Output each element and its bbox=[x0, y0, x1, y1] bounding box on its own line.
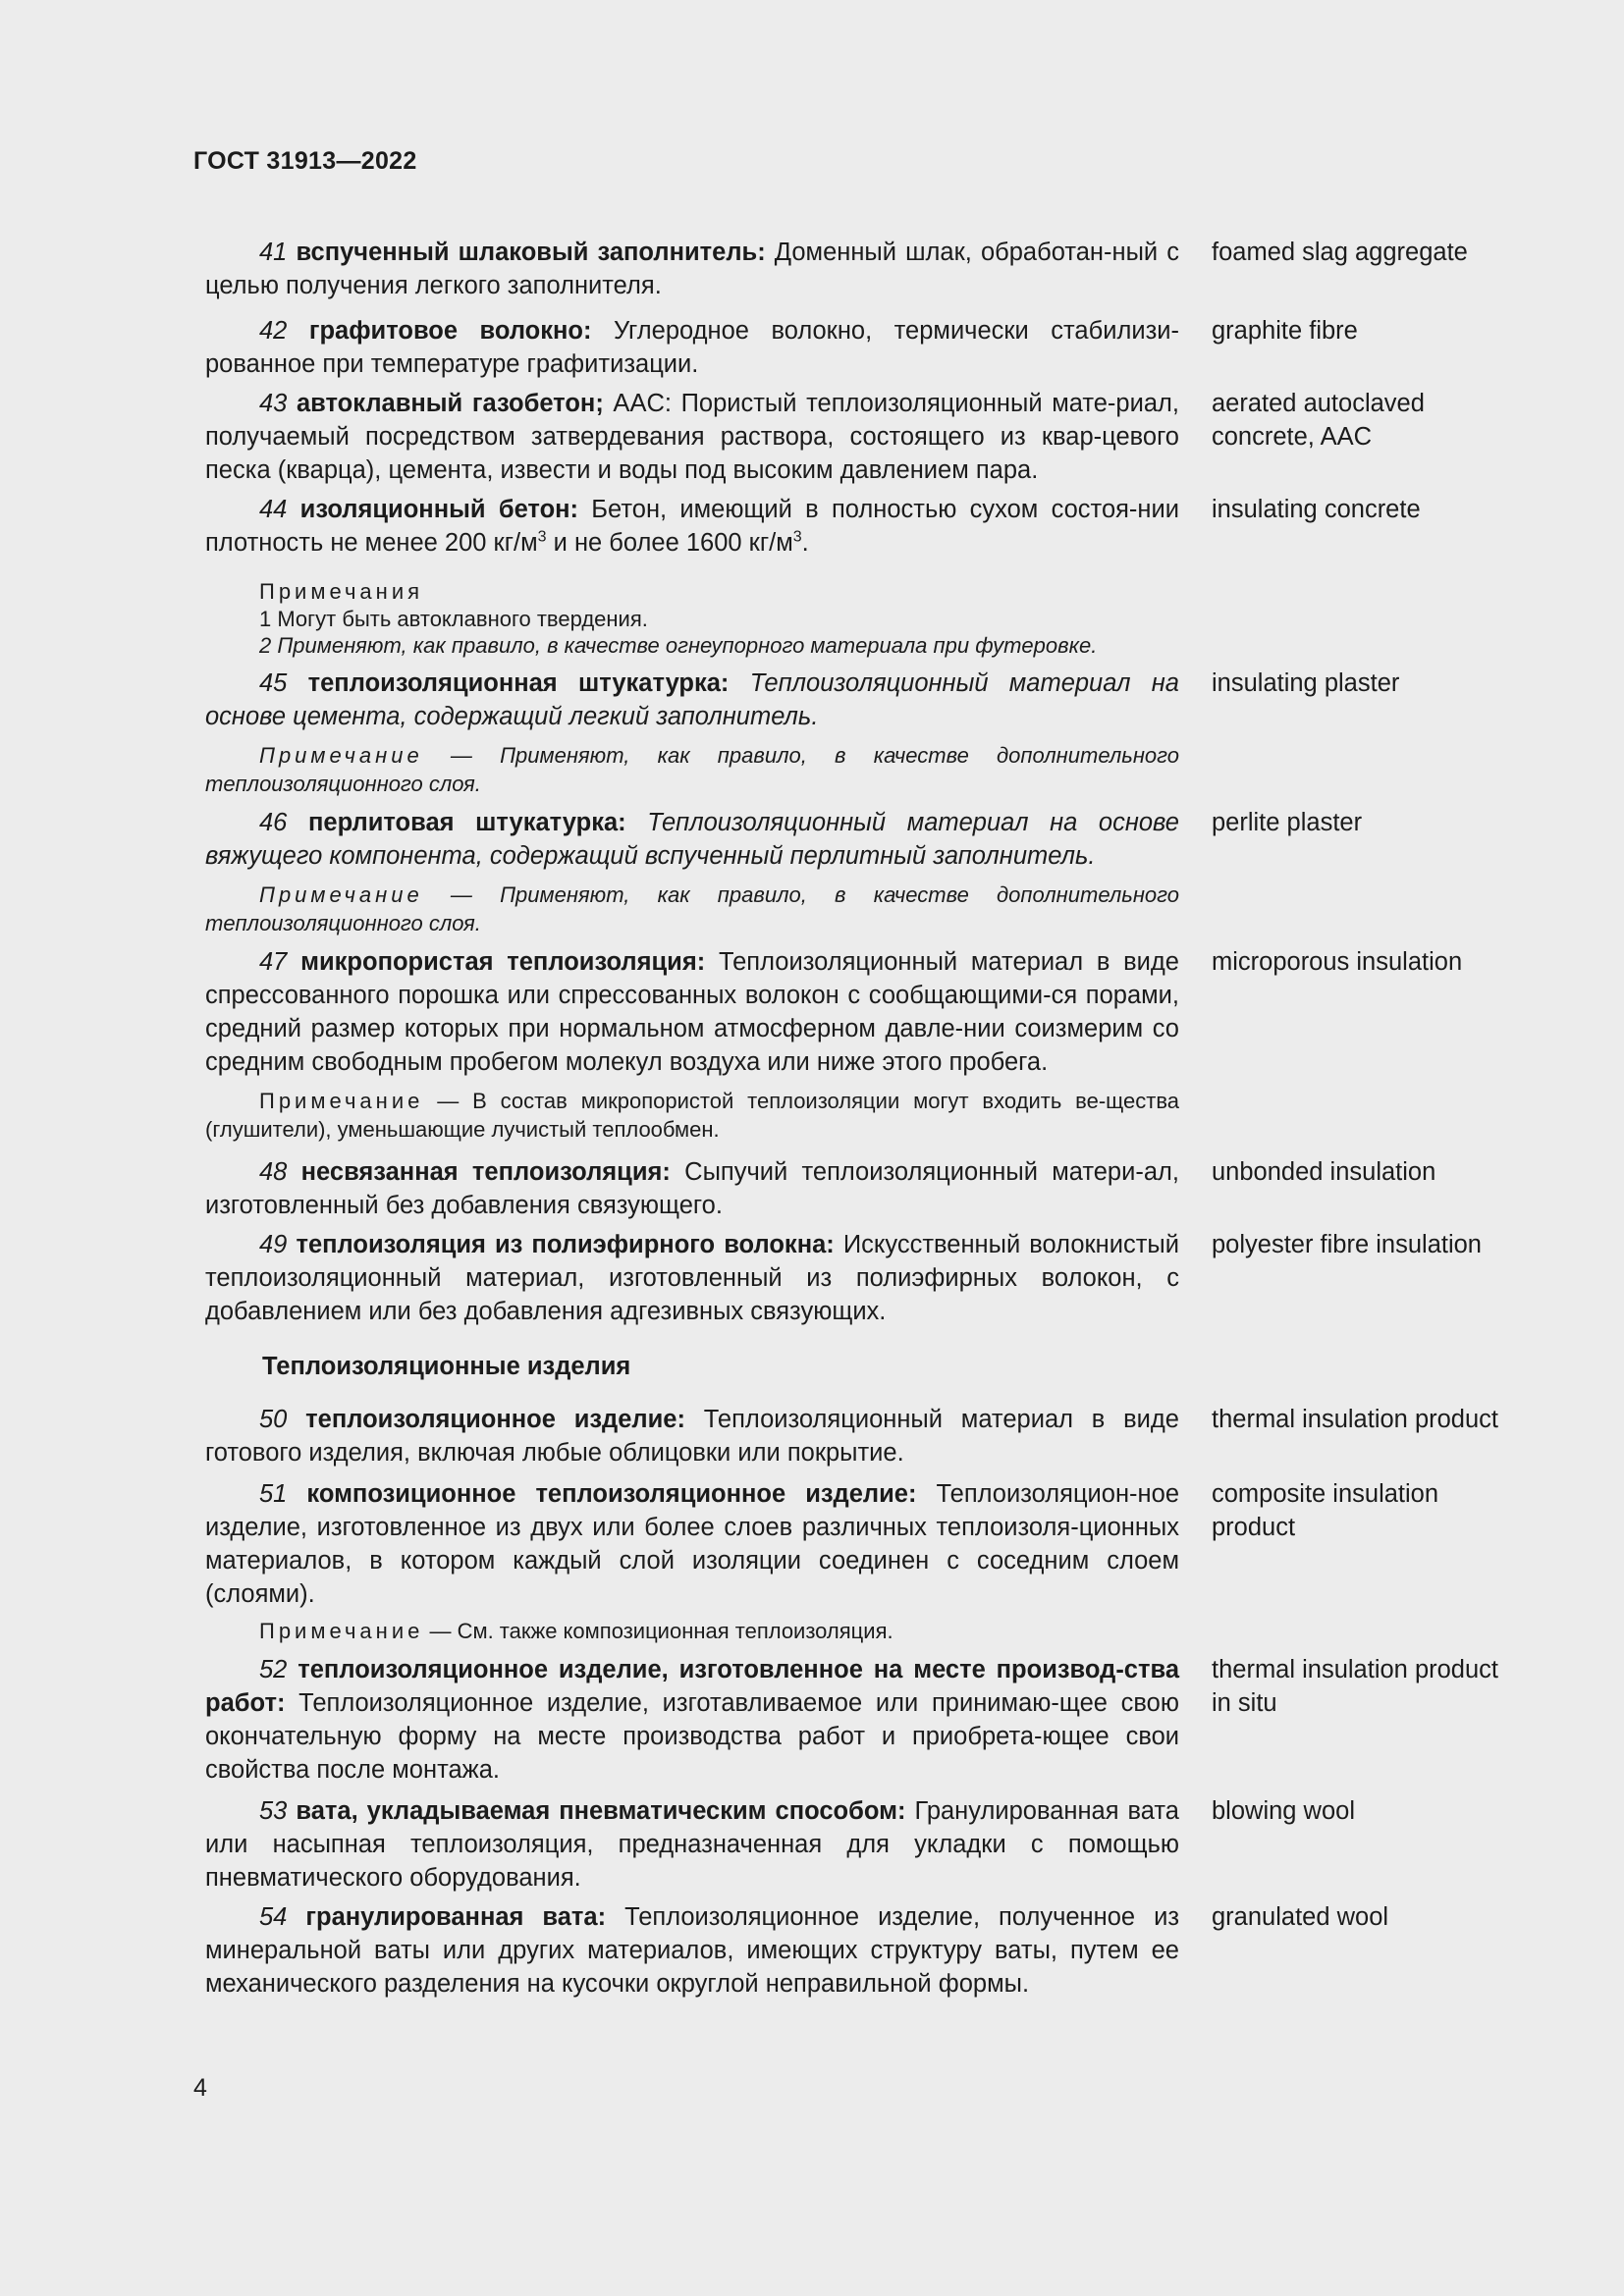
entry-term: несвязанная теплоизоляция: bbox=[300, 1158, 671, 1186]
entry-number: 46 bbox=[259, 809, 288, 836]
entry-term: теплоизоляция из полиэфирного волокна: bbox=[296, 1231, 835, 1258]
entry-text bbox=[205, 945, 1179, 1079]
entry-text bbox=[205, 667, 1179, 733]
superscript: 3 bbox=[537, 528, 547, 546]
terms-content bbox=[205, 236, 1511, 2001]
note-label: Примечание bbox=[259, 1619, 424, 1643]
entry-english: microporous insulation bbox=[1212, 948, 1463, 976]
entry-definition: Теплоизоляционный материал на основе вяжущего компонента, содержащий вспученный перлитный заполнитель. bbox=[205, 809, 1179, 870]
term-entry-51 bbox=[205, 1477, 1511, 1611]
entry-definition: Доменный шлак, обработан-ный с целью получения легкого заполнителя. bbox=[205, 239, 1180, 299]
entry-number: 43 bbox=[259, 390, 288, 417]
entry-term: вата, укладываемая пневматическим способом: bbox=[296, 1797, 906, 1825]
entry-term: теплоизоляционное изделие: bbox=[305, 1406, 685, 1433]
entry-number: 52 bbox=[259, 1656, 288, 1683]
term-entry-49 bbox=[205, 1228, 1511, 1328]
entry-text bbox=[205, 1155, 1179, 1222]
term-entry-45 bbox=[205, 667, 1511, 733]
note-block-51 bbox=[205, 1617, 1179, 1645]
note-label: Примечание bbox=[259, 1089, 424, 1113]
note-text: — В состав микропористой теплоизоляции могут входить ве-щества (глушители), уменьшающие лучистый теплообмен. bbox=[205, 1089, 1179, 1142]
entry-definition: AAC: Пористый теплоизоляционный мате-риал, получаемый посредством затвердевания раствора, состоящего из квар-цевого песка (кварца), цемента, извести и воды под высоким давлением пара. bbox=[205, 390, 1179, 484]
entry-definition: Бетон, имеющий в полностью сухом состоя-нии плотность не менее 200 кг/м bbox=[205, 496, 1179, 557]
entry-term: гранулированная вата: bbox=[305, 1903, 607, 1931]
entry-text bbox=[205, 1403, 1179, 1469]
entry-number: 54 bbox=[259, 1903, 288, 1931]
note-line-2: 2 Применяют, как правило, в качестве огнеупорного материала при футеровке. bbox=[259, 633, 1098, 658]
entry-number: 47 bbox=[259, 948, 288, 976]
note-text: — Применяют, как правило, в качестве дополнительного теплоизоляционного слоя. bbox=[205, 743, 1179, 796]
entry-definition: Гранулированная вата или насыпная теплоизоляция, предназначенная для укладки с помощью пневматического оборудования. bbox=[205, 1797, 1179, 1892]
note-label: Примечание bbox=[259, 743, 423, 768]
entry-term: теплоизоляционная штукатурка: bbox=[307, 669, 730, 697]
term-entry-54 bbox=[205, 1900, 1511, 2001]
entry-english: granulated wool bbox=[1212, 1903, 1389, 1931]
entry-english: insulating concrete bbox=[1212, 496, 1421, 523]
entry-english: insulating plaster bbox=[1212, 669, 1400, 697]
entry-english: perlite plaster bbox=[1212, 809, 1363, 836]
term-entry-46 bbox=[205, 806, 1511, 873]
entry-number: 53 bbox=[259, 1797, 288, 1825]
entry-term: микропористая теплоизоляция: bbox=[300, 948, 706, 976]
entry-number: 51 bbox=[259, 1480, 288, 1508]
entry-number: 41 bbox=[259, 239, 288, 266]
entry-text bbox=[205, 387, 1179, 487]
entry-text bbox=[205, 1228, 1179, 1328]
entry-number: 49 bbox=[259, 1231, 288, 1258]
entry-number: 45 bbox=[259, 669, 288, 697]
entry-text bbox=[205, 1900, 1179, 2001]
note-block-45 bbox=[205, 741, 1179, 798]
term-entry-43 bbox=[205, 387, 1511, 487]
note-block-46 bbox=[205, 881, 1179, 937]
term-entry-41 bbox=[205, 236, 1511, 302]
entry-term: композиционное теплоизоляционное изделие: bbox=[306, 1480, 917, 1508]
entry-english: thermal insulation product bbox=[1212, 1406, 1498, 1433]
entry-number: 50 bbox=[259, 1406, 288, 1433]
entry-definition: Теплоизоляционный материал в виде спрессованного порошка или спрессованных волокон с сообщающими-ся порами, средний размер которых при нормальном атмосферном давле-нии соизмерим со средним свободным пробегом молекул воздуха или ниже этого пробега. bbox=[205, 948, 1179, 1076]
section-title: Теплоизоляционные изделия bbox=[262, 1353, 631, 1380]
entry-number: 44 bbox=[259, 496, 288, 523]
note-text: — См. также композиционная теплоизоляция. bbox=[423, 1619, 893, 1643]
note-label: Примечание bbox=[259, 882, 423, 907]
entry-definition: Теплоизоляционный материал на основе цемента, содержащий легкий заполнитель. bbox=[205, 669, 1179, 730]
entry-term: вспученный шлаковый заполнитель: bbox=[296, 239, 766, 266]
entry-number: 42 bbox=[259, 317, 288, 345]
entry-text bbox=[205, 314, 1179, 381]
note-label: Примечания bbox=[259, 579, 424, 604]
entry-text bbox=[205, 806, 1179, 873]
entry-term: теплоизоляционное изделие, изготовленное на месте производ-ства работ: bbox=[205, 1656, 1180, 1717]
entry-text bbox=[205, 1477, 1179, 1611]
entry-definition: Теплоизоляционный материал в виде готового изделия, включая любые облицовки или покрытие. bbox=[205, 1406, 1179, 1467]
entry-term: перлитовая штукатурка: bbox=[308, 809, 626, 836]
term-entry-44 bbox=[205, 493, 1511, 560]
note-line-1: 1 Могут быть автоклавного твердения. bbox=[259, 607, 648, 631]
entry-english: composite insulation product bbox=[1212, 1480, 1439, 1541]
entry-term: автоклавный газобетон; bbox=[297, 390, 604, 417]
page-number: 4 bbox=[193, 2074, 207, 2102]
term-entry-42 bbox=[205, 314, 1511, 381]
entry-english: polyester fibre insulation bbox=[1212, 1231, 1482, 1258]
entry-english: blowing wool bbox=[1212, 1797, 1356, 1825]
entry-definition-mid: и не более 1600 кг/м bbox=[546, 529, 793, 557]
superscript: 3 bbox=[792, 528, 802, 546]
term-entry-48 bbox=[205, 1155, 1511, 1222]
entry-english: foamed slag aggregate bbox=[1212, 239, 1468, 266]
term-entry-53 bbox=[205, 1794, 1511, 1895]
term-entry-52 bbox=[205, 1653, 1511, 1787]
entry-text bbox=[205, 236, 1179, 302]
entry-definition-end: . bbox=[801, 529, 809, 557]
term-entry-50 bbox=[205, 1403, 1511, 1469]
entry-definition: Теплоизоляцион-ное изделие, изготовленное из двух или более слоев различных теплоизоля-ционных материалов, в котором каждый слой изоляции соединен с соседним слоем (слоями). bbox=[205, 1480, 1179, 1608]
entry-number: 48 bbox=[259, 1158, 288, 1186]
entry-text bbox=[205, 493, 1179, 560]
entry-text bbox=[205, 1653, 1179, 1787]
entry-definition: Искусственный волокнистый теплоизоляционный материал, изготовленный из полиэфирных волокон, с добавлением или без добавления адгезивных связующих. bbox=[205, 1231, 1179, 1325]
entry-english: thermal insulation product in situ bbox=[1212, 1656, 1498, 1717]
entry-english: graphite fibre bbox=[1212, 317, 1358, 345]
entry-english: aerated autoclaved concrete, AAC bbox=[1212, 390, 1425, 451]
entry-english: unbonded insulation bbox=[1212, 1158, 1436, 1186]
note-text: — Применяют, как правило, в качестве дополнительного теплоизоляционного слоя. bbox=[205, 882, 1179, 935]
entry-definition: Теплоизоляционное изделие, изготавливаемое или принимаю-щее свою окончательную форму на месте производства работ и приобрета-ющее свои свойства после монтажа. bbox=[205, 1689, 1179, 1784]
entry-definition: Углеродное волокно, термически стабилизи-рованное при температуре графитизации. bbox=[205, 317, 1180, 378]
standard-header: ГОСТ 31913—2022 bbox=[193, 147, 417, 175]
entry-term: изоляционный бетон: bbox=[299, 496, 579, 523]
entry-definition: Сыпучий теплоизоляционный матери-ал, изготовленный без добавления связующего. bbox=[205, 1158, 1179, 1219]
entry-definition: Теплоизоляционное изделие, полученное из минеральной ваты или других материалов, имеющих структуру ваты, путем ее механического разделения на кусочки округлой неправильной формы. bbox=[205, 1903, 1180, 1998]
entry-text bbox=[205, 1794, 1179, 1895]
term-entry-47 bbox=[205, 945, 1511, 1079]
note-block-44 bbox=[205, 577, 1179, 659]
entry-term: графитовое волокно: bbox=[308, 317, 592, 345]
note-block-47 bbox=[205, 1087, 1179, 1144]
